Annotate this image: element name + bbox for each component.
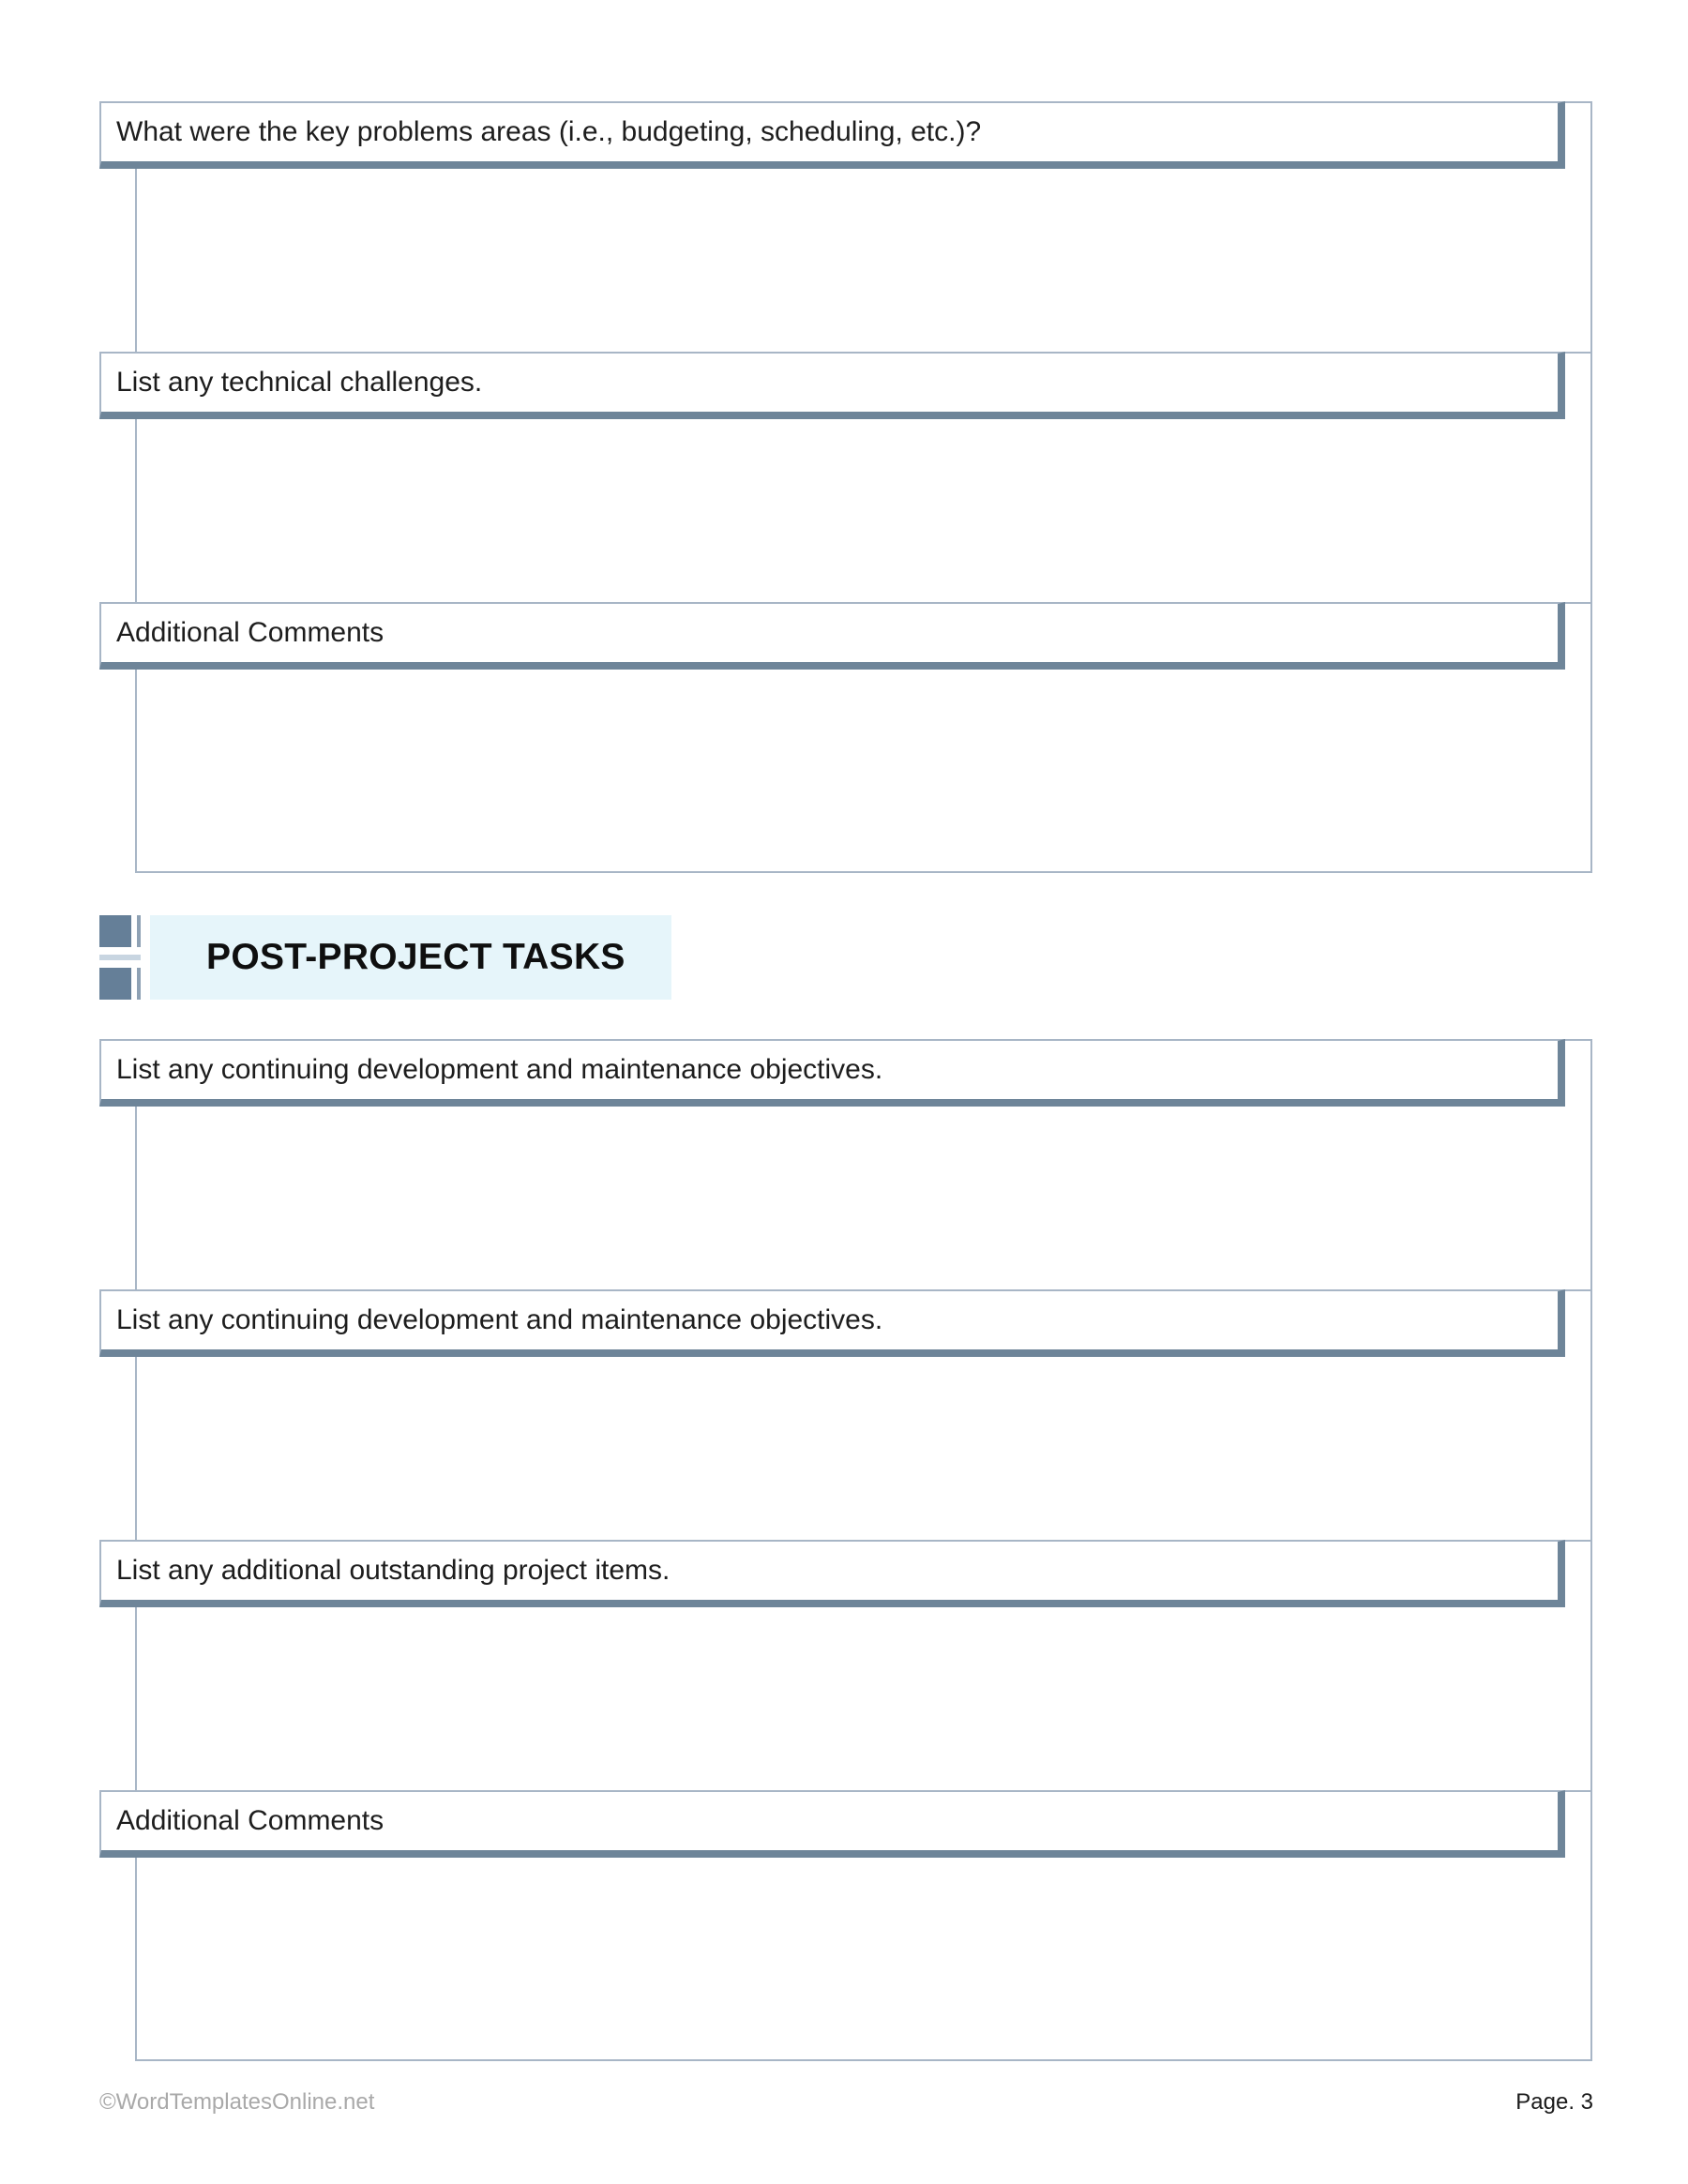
response-area[interactable] (137, 171, 1590, 352)
response-area[interactable] (137, 1108, 1590, 1289)
form-field (116, 1540, 1590, 1790)
response-area[interactable] (137, 1359, 1590, 1540)
lessons-group (116, 101, 1592, 873)
form-field (116, 1289, 1590, 1540)
form-field (116, 602, 1590, 871)
form-field (116, 103, 1590, 352)
response-area[interactable] (137, 421, 1590, 602)
response-area[interactable] (137, 1609, 1590, 1790)
form-field (116, 1790, 1590, 2059)
form-field (116, 1041, 1590, 1289)
post-project-group (116, 1039, 1592, 2061)
response-area[interactable] (137, 1860, 1590, 2059)
section-title: POST-PROJECT TASKS (150, 915, 671, 1000)
field-label: List any continuing development and maintenance objectives. (99, 1289, 1565, 1357)
section-heading (99, 915, 671, 1000)
heading-marker-icon (99, 915, 150, 1000)
field-label: Additional Comments (99, 1790, 1565, 1858)
response-area[interactable] (137, 671, 1590, 871)
field-label: List any technical challenges. (99, 352, 1565, 419)
form-field (116, 352, 1590, 602)
page-number: Page. 3 (1515, 2089, 1593, 2115)
field-label: List any continuing development and maintenance objectives. (99, 1039, 1565, 1107)
field-label: Additional Comments (99, 602, 1565, 670)
footer-copyright: ©WordTemplatesOnline.net (99, 2089, 375, 2115)
field-label: What were the key problems areas (i.e., budgeting, scheduling, etc.)? (99, 101, 1565, 169)
field-label: List any additional outstanding project items. (99, 1540, 1565, 1607)
